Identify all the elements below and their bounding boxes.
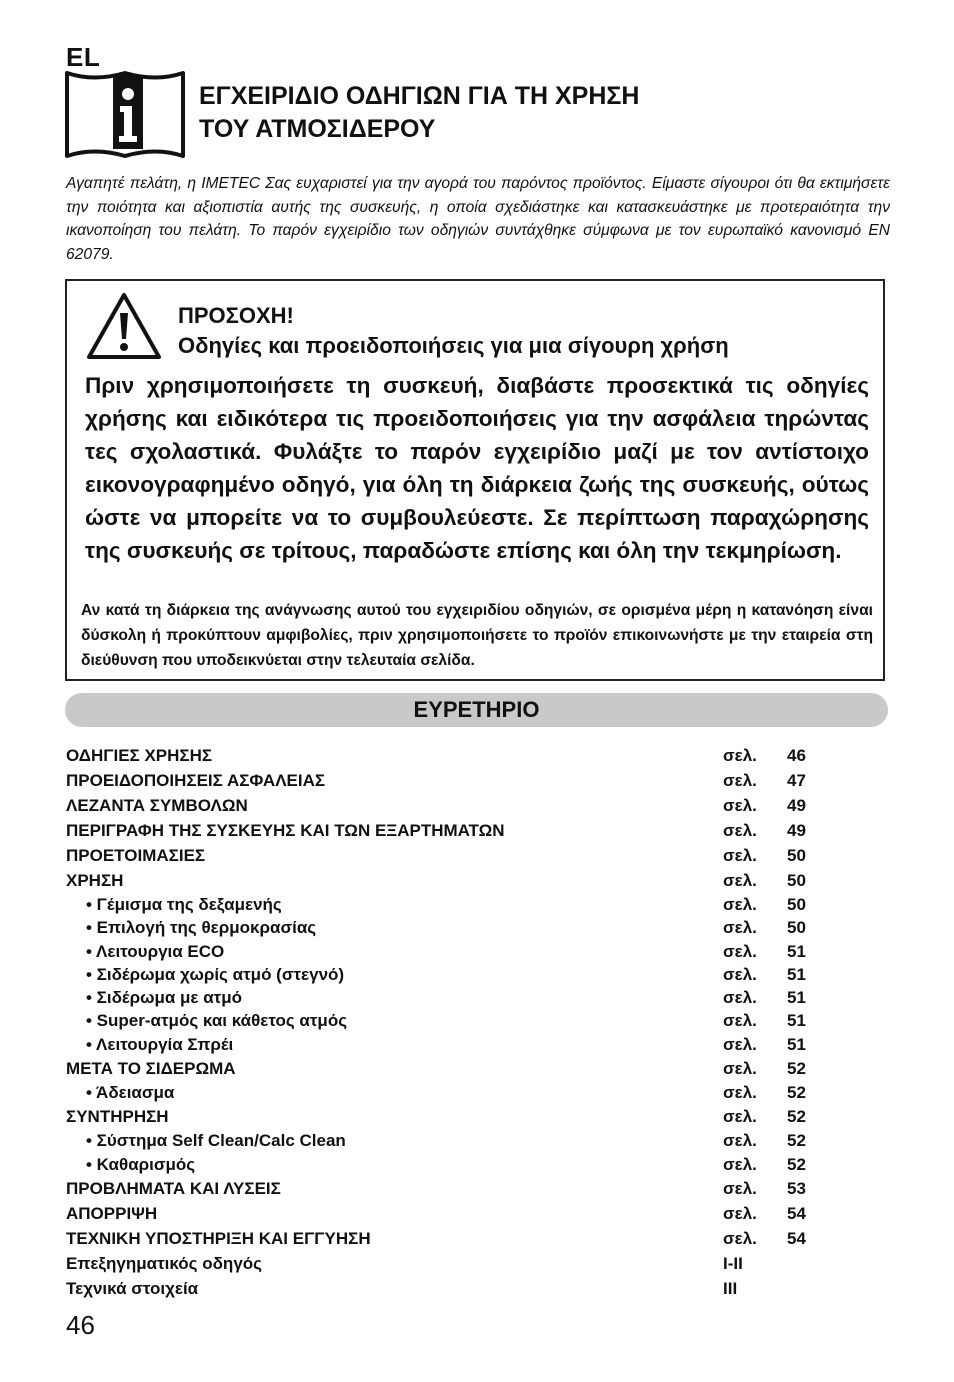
toc-page: 50 <box>787 918 806 938</box>
toc-page: 50 <box>787 871 806 890</box>
warning-box <box>65 279 885 681</box>
toc-row <box>66 893 886 916</box>
toc-page: 51 <box>787 964 806 984</box>
toc-sel: σελ. <box>723 988 757 1008</box>
toc-row <box>66 768 886 793</box>
language-code: EL <box>66 42 101 72</box>
toc-sel: σελ. <box>723 918 757 938</box>
toc-page: 47 <box>787 771 806 790</box>
toc-row <box>66 1056 886 1081</box>
toc-page: 54 <box>787 1203 806 1223</box>
toc-row <box>66 1251 886 1276</box>
toc-sel: σελ. <box>723 964 757 984</box>
toc-sel: σελ. <box>723 1154 757 1174</box>
page-number: 46 <box>66 1310 95 1340</box>
toc-page: 49 <box>787 796 806 815</box>
title-line-1: ΕΓΧΕΙΡΙΔΙΟ ΟΔΗΓΙΩΝ ΓΙΑ ΤΗ ΧΡΗΣΗ <box>199 82 640 110</box>
toc-row <box>66 1153 886 1176</box>
toc-row <box>66 818 886 843</box>
toc-page: 51 <box>787 1034 806 1054</box>
toc-row <box>66 1104 886 1129</box>
index-title: ΕΥΡΕΤΗΡΙΟ <box>413 697 540 722</box>
toc-page: 52 <box>787 1083 806 1103</box>
toc-label: • Επιλογή της θερμοκρασίας <box>86 918 317 938</box>
index-header-bar <box>65 693 888 727</box>
toc-page: 51 <box>787 941 806 961</box>
toc-page: 53 <box>787 1178 806 1198</box>
toc-row <box>66 940 886 963</box>
toc-sel: σελ. <box>723 771 757 790</box>
toc-sel: σελ. <box>723 941 757 961</box>
toc-page: 51 <box>787 988 806 1008</box>
toc-row <box>66 1033 886 1056</box>
toc-label: ΠΡΟΒΛΗΜΑΤΑ ΚΑΙ ΛΥΣΕΙΣ <box>66 1178 281 1198</box>
toc-row <box>66 916 886 939</box>
toc-label: • Super-ατμός και κάθετος ατμός <box>86 1011 348 1031</box>
toc-label: • Λειτουργία Σπρέι <box>86 1034 234 1054</box>
toc-label: ΛΕΖΑΝΤΑ ΣΥΜΒΟΛΩΝ <box>66 796 248 815</box>
toc-label: ΠΕΡΙΓΡΑΦΗ ΤΗΣ ΣΥΣΚΕΥΗΣ ΚΑΙ ΤΩΝ ΕΞΑΡΤΗΜΑΤΩΝ <box>66 821 505 840</box>
toc-label: ΣΥΝΤΗΡΗΣΗ <box>66 1107 169 1127</box>
toc-row <box>66 1176 886 1201</box>
toc-sel: σελ. <box>723 1203 757 1223</box>
toc-row <box>66 963 886 986</box>
toc-row <box>66 1276 886 1301</box>
toc-row <box>66 868 886 893</box>
warning-note: Αν κατά τη διάρκεια της ανάγνωσης αυτού του εγχειριδίου οδηγιών, σε ορισμένα μέρη η κατανόηση είναι δύσκολη ή προκύπτουν αμφιβολίες, πριν χρησιμοποιήσετε το προϊόν επικοινωνήστε με την εταιρεία στη διεύθυνση που υποδεικνύεται στην τελευταία σελίδα. <box>81 602 873 669</box>
toc-row <box>66 1081 886 1104</box>
toc-label: ΠΡΟΕΤΟΙΜΑΣΙΕΣ <box>66 846 206 865</box>
toc-sel: σελ. <box>723 1083 757 1103</box>
warning-body: Πριν χρησιμοποιήσετε τη συσκευή, διαβάστε προσεκτικά τις οδηγίες χρήσης και ειδικότερα τις προειδοποιήσεις για την ασφάλεια τηρώντας τες σχολαστικά. Φυλάξτε το παρόν εγχειρίδιο μαζί με τον αντίστοιχο εικονογραφημένο οδηγό, για όλη τη διάρκεια ζωής της συσκευής, ούτως ώστε να μπορείτε να το συμβουλεύεστε. Σε περίπτωση παραχώρησης της συσκευής σε τρίτους, παραδώστε επίσης και όλη την τεκμηρίωση. <box>85 373 869 563</box>
toc-page: 52 <box>787 1131 806 1151</box>
toc-sel: σελ. <box>723 895 757 914</box>
warning-subheading: Οδηγίες και προειδοποιήσεις για μια σίγουρη χρήση <box>178 333 729 358</box>
toc-row <box>66 1226 886 1251</box>
toc-sel: σελ. <box>723 1131 757 1151</box>
toc-ref: I-II <box>723 1253 743 1273</box>
toc-label: • Γέμισμα της δεξαμενής <box>86 895 282 914</box>
toc-label: • Καθαρισμός <box>86 1154 196 1174</box>
toc-label: ΟΔΗΓΙΕΣ ΧΡΗΣΗΣ <box>66 746 213 765</box>
toc-sel: σελ. <box>723 1107 757 1127</box>
toc-sel: σελ. <box>723 871 757 890</box>
toc-label: • Σιδέρωμα χωρίς ατμό (στεγνό) <box>86 964 345 984</box>
table-of-contents <box>66 743 886 1301</box>
toc-page: 46 <box>787 746 806 765</box>
toc-row <box>66 1129 886 1152</box>
toc-label: • Λειτουργια ECO <box>86 941 225 961</box>
book-info-icon <box>64 70 186 160</box>
toc-ref: III <box>723 1278 738 1298</box>
toc-sel: σελ. <box>723 1034 757 1054</box>
toc-sel: σελ. <box>723 1228 757 1248</box>
toc-label: • Σύστημα Self Clean/Calc Clean <box>86 1131 346 1151</box>
toc-label: Επεξηγηματικός οδηγός <box>66 1253 262 1273</box>
warning-triangle-icon <box>85 291 163 361</box>
toc-page: 52 <box>787 1154 806 1174</box>
toc-row <box>66 793 886 818</box>
toc-sel: σελ. <box>723 796 757 815</box>
toc-page: 52 <box>787 1107 806 1127</box>
intro-paragraph: Αγαπητέ πελάτη, η IMETEC Σας ευχαριστεί για την αγορά του παρόντος προϊόντος. Είμαστε σίγουροι ότι θα εκτιμήσετε την ποιότητα και αξιοπιστία αυτής της συσκευής, η οποία σχεδιάστηκε και κατασκευάστηκε με προτεραιότητα την ικανοποίηση του πελάτη. Το παρόν εγχειρίδιο των οδηγιών συντάχθηκε σύμφωνα με τον ευρωπαϊκό κανονισμό EN 62079. <box>66 175 890 263</box>
toc-label: ΜΕΤΑ ΤΟ ΣΙΔΕΡΩΜΑ <box>66 1059 236 1079</box>
toc-label: ΧΡΗΣΗ <box>66 871 124 890</box>
toc-page: 51 <box>787 1011 806 1031</box>
title-line-2: ΤΟΥ ΑΤΜΟΣΙΔΕΡΟΥ <box>199 115 436 143</box>
toc-sel: σελ. <box>723 1059 757 1079</box>
toc-sel: σελ. <box>723 1011 757 1031</box>
toc-page: 52 <box>787 1059 806 1079</box>
toc-sel: σελ. <box>723 1178 757 1198</box>
toc-sel: σελ. <box>723 746 757 765</box>
toc-label: Τεχνικά στοιχεία <box>66 1278 199 1298</box>
page-title <box>199 80 639 146</box>
toc-page: 54 <box>787 1228 806 1248</box>
warning-heading: ΠΡΟΣΟΧΗ! <box>178 303 294 328</box>
toc-page: 50 <box>787 846 806 865</box>
toc-row <box>66 1009 886 1032</box>
toc-sel: σελ. <box>723 821 757 840</box>
toc-sel: σελ. <box>723 846 757 865</box>
toc-page: 49 <box>787 821 806 840</box>
toc-row <box>66 1201 886 1226</box>
toc-page: 50 <box>787 895 806 914</box>
toc-label: ΤΕΧΝΙΚΗ ΥΠΟΣΤΗΡΙΞΗ ΚΑΙ ΕΓΓΥΗΣΗ <box>66 1228 371 1248</box>
toc-row <box>66 843 886 868</box>
toc-row <box>66 743 886 768</box>
toc-label: • Σιδέρωμα με ατμό <box>86 988 243 1008</box>
toc-label: • Άδειασμα <box>86 1083 175 1103</box>
toc-label: ΑΠΟΡΡΙΨΗ <box>66 1203 158 1223</box>
toc-row <box>66 986 886 1009</box>
toc-label: ΠΡΟΕΙΔΟΠΟΙΗΣΕΙΣ ΑΣΦΑΛΕΙΑΣ <box>66 771 326 790</box>
